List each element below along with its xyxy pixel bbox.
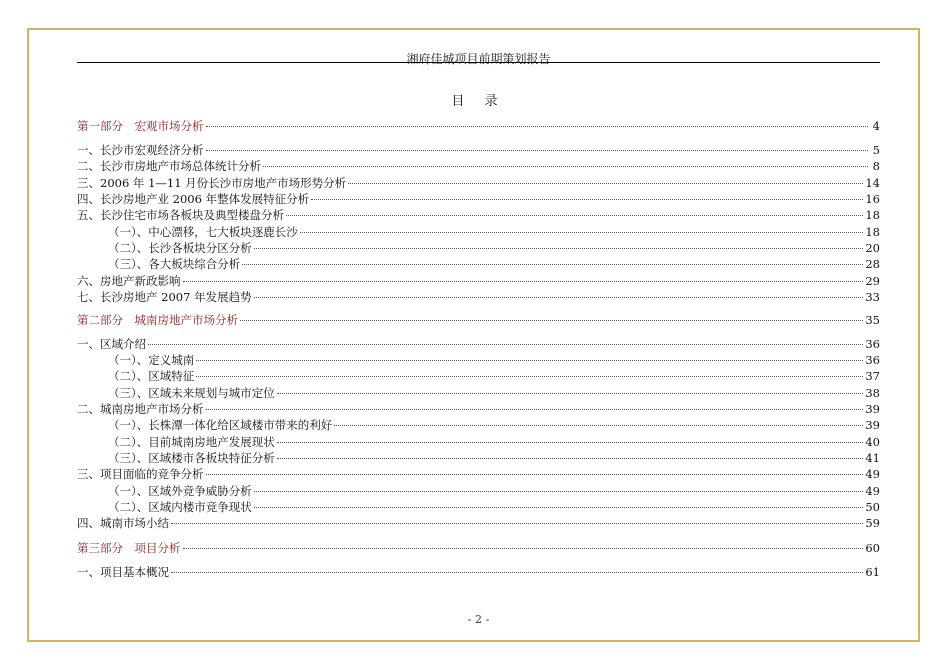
toc-entry-label: 一、长沙市宏观经济分析 [77, 143, 204, 157]
toc-entry-page: 37 [865, 369, 880, 383]
toc-leader-dots [196, 376, 863, 377]
toc-leader-dots [334, 425, 863, 426]
toc-entry-page: 39 [865, 418, 880, 432]
toc-entry[interactable] [77, 192, 880, 206]
toc-entry-sub[interactable] [108, 418, 880, 432]
toc-entry-label: 第一部分 宏观市场分析 [77, 119, 204, 133]
toc-entry-label: 三、2006 年 1—11 月份长沙市房地产市场形势分析 [77, 176, 347, 190]
toc-entry-page: 35 [865, 313, 880, 327]
toc-entry[interactable] [77, 176, 880, 190]
toc-leader-dots [242, 264, 863, 265]
toc-entry-label: 第二部分 城南房地产市场分析 [77, 313, 238, 327]
toc-entry[interactable] [77, 337, 880, 351]
toc-entry-label: （一）、中心漂移，七大板块逐鹿长沙 [108, 225, 298, 239]
toc-entry-page: 59 [865, 516, 880, 530]
toc-leader-dots [171, 523, 863, 524]
toc-entry-sub[interactable] [108, 225, 880, 239]
toc-entry-page: 36 [865, 353, 880, 367]
toc-entry-sub[interactable] [108, 353, 880, 367]
toc-entry-label: 六、房地产新政影响 [77, 274, 181, 288]
toc-entry[interactable] [77, 143, 880, 157]
toc-leader-dots [183, 281, 864, 282]
toc-leader-dots [254, 491, 864, 492]
toc-leader-dots [277, 442, 864, 443]
toc-leader-dots [286, 215, 863, 216]
toc-entry-page: 38 [865, 386, 880, 400]
toc-leader-dots [263, 166, 868, 167]
toc-entry-label: （二）、区域特征 [108, 369, 195, 383]
toc-entry-label: 第三部分 项目分析 [77, 541, 181, 555]
toc-entry-label: 二、长沙市房地产市场总体统计分析 [77, 159, 261, 173]
toc-entry-page: 28 [865, 257, 880, 271]
toc-entry[interactable] [77, 274, 880, 288]
toc-entry-sub[interactable] [108, 369, 880, 383]
toc-entry-page: 41 [865, 451, 880, 465]
toc-entry-page: 50 [865, 500, 880, 514]
toc-entry-page: 16 [865, 192, 880, 206]
toc-entry-page: 8 [872, 159, 880, 173]
toc-entry-label: （一）、区域外竞争威胁分析 [108, 484, 252, 498]
toc-entry-part[interactable] [77, 119, 880, 133]
toc-entry[interactable] [77, 159, 880, 173]
toc-entry-page: 4 [872, 119, 880, 133]
toc-entry-page: 61 [865, 565, 880, 579]
toc-entry-page: 49 [865, 484, 880, 498]
toc-entry-page: 20 [865, 241, 880, 255]
toc-entry-label: （一）、定义城南 [108, 353, 195, 367]
toc-entry-label: 一、项目基本概况 [77, 565, 169, 579]
toc-entry-part[interactable] [77, 541, 880, 555]
toc-entry-page: 5 [872, 143, 880, 157]
toc-entry-label: （三）、区域未来规划与城市定位 [108, 386, 275, 400]
toc-leader-dots [254, 248, 864, 249]
toc-entry-page: 14 [865, 176, 880, 190]
toc-leader-dots [300, 232, 864, 233]
toc-entry[interactable] [77, 402, 880, 416]
toc-entry-page: 18 [865, 208, 880, 222]
toc-leader-dots [206, 474, 864, 475]
toc-entry-page: 60 [865, 541, 880, 555]
toc-entry-part[interactable] [77, 313, 880, 327]
toc-entry-page: 33 [865, 290, 880, 304]
toc-entry-label: 七、长沙房地产 2007 年发展趋势 [77, 290, 252, 304]
page-header-title: 湘府佳城项目前期策划报告 [406, 52, 551, 66]
toc-entry-page: 40 [865, 435, 880, 449]
toc-entry-label: 一、区域介绍 [77, 337, 146, 351]
toc-entry-label: 四、城南市场小结 [77, 516, 169, 530]
toc-leader-dots [148, 344, 863, 345]
toc-leader-dots [348, 183, 863, 184]
toc-entry[interactable] [77, 467, 880, 481]
toc-entry-page: 18 [865, 225, 880, 239]
toc-entry-sub[interactable] [108, 386, 880, 400]
toc-leader-dots [277, 458, 864, 459]
toc-entry-label: 四、长沙房地产业 2006 年整体发展特征分析 [77, 192, 310, 206]
toc-entry-label: 二、城南房地产市场分析 [77, 402, 204, 416]
toc-leader-dots [240, 320, 863, 321]
toc-entry-page: 29 [865, 274, 880, 288]
toc-leader-dots [277, 393, 864, 394]
toc-entry-sub[interactable] [108, 451, 880, 465]
toc-leader-dots [206, 126, 869, 127]
toc-entry-label: （一）、长株潭一体化给区域楼市带来的利好 [108, 418, 333, 432]
toc-entry-sub[interactable] [108, 241, 880, 255]
toc-leader-dots [254, 507, 864, 508]
page-number: - 2 - [467, 613, 490, 626]
toc-entry-sub[interactable] [108, 257, 880, 271]
toc-leader-dots [311, 199, 863, 200]
toc-leader-dots [206, 409, 864, 410]
toc-entry-label: （三）、区域楼市各板块特征分析 [108, 451, 275, 465]
toc-leader-dots [183, 548, 864, 549]
toc-entry-page: 49 [865, 467, 880, 481]
toc-entry-label: （三）、各大板块综合分析 [108, 257, 241, 271]
toc-entry-label: 三、项目面临的竞争分析 [77, 467, 204, 481]
toc-entry-label: （二）、区域内楼市竞争现状 [108, 500, 252, 514]
toc-entry-label: （二）、长沙各板块分区分析 [108, 241, 252, 255]
toc-entry[interactable] [77, 565, 880, 579]
toc-entry-label: 五、长沙住宅市场各板块及典型楼盘分析 [77, 208, 284, 222]
toc-title: 目 录 [451, 94, 506, 109]
toc-entry-sub[interactable] [108, 484, 880, 498]
toc-entry-page: 36 [865, 337, 880, 351]
toc-entry[interactable] [77, 516, 880, 530]
toc-entry-page: 39 [865, 402, 880, 416]
toc-leader-dots [171, 572, 863, 573]
toc-leader-dots [206, 150, 869, 151]
header-divider [77, 62, 880, 63]
toc-entry-sub[interactable] [108, 435, 880, 449]
toc-entry[interactable] [77, 208, 880, 222]
toc-leader-dots [196, 360, 863, 361]
toc-entry[interactable] [77, 290, 880, 304]
toc-entry-label: （二）、目前城南房地产发展现状 [108, 435, 275, 449]
toc-leader-dots [254, 297, 864, 298]
toc-entry-sub[interactable] [108, 500, 880, 514]
